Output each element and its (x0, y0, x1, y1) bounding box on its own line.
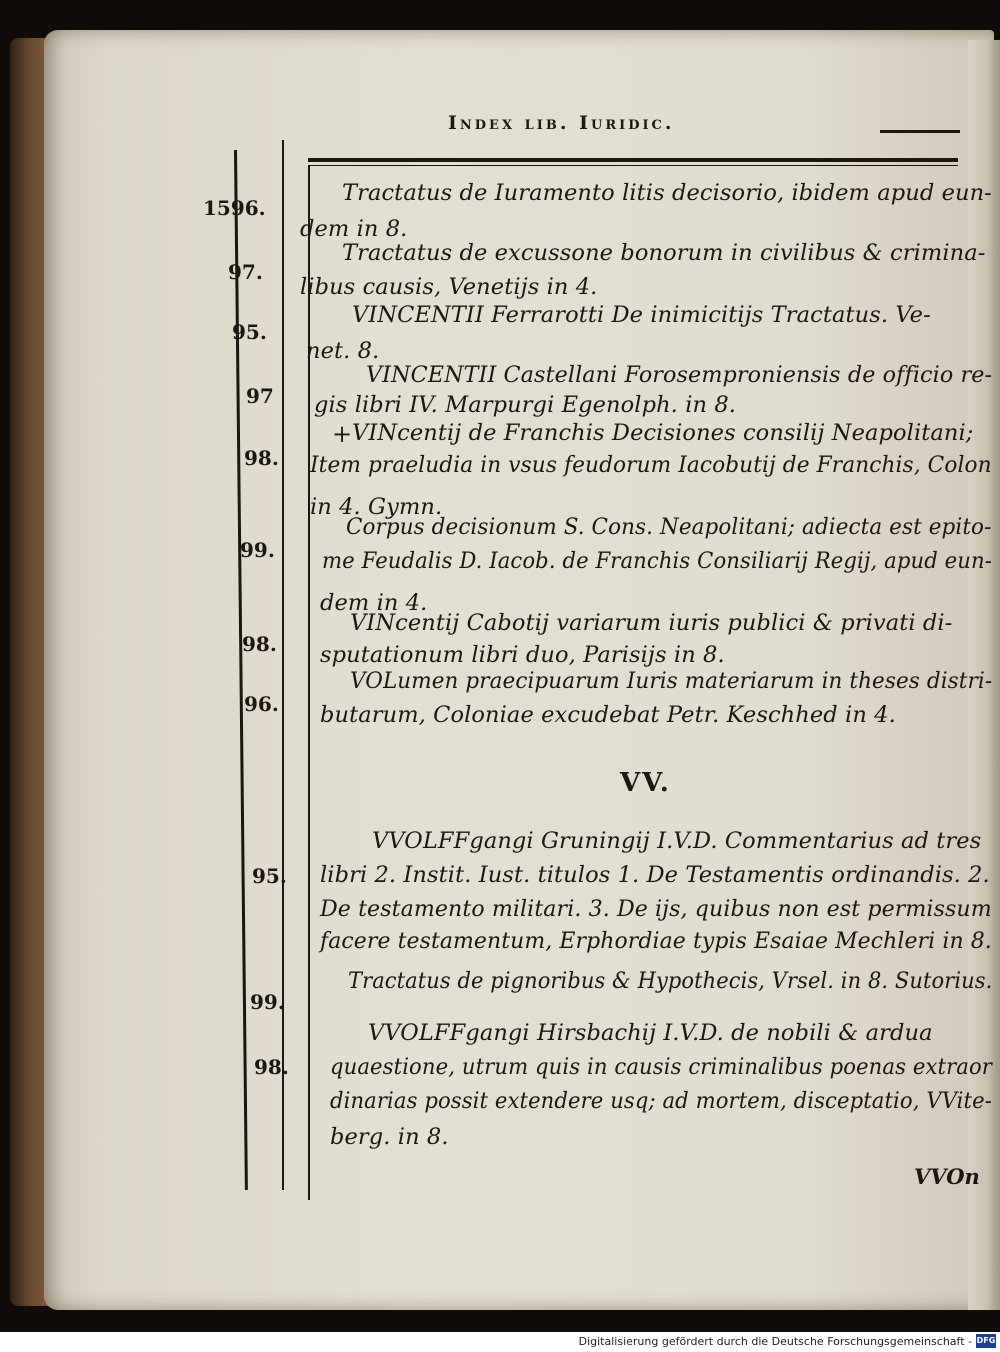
text-line: VVOLFFgangi Hirsbachij I.V.D. de nobili & ardua (368, 1020, 933, 1046)
margin-mark: + (332, 420, 353, 448)
text-line: berg. in 8. (330, 1124, 449, 1150)
text-line: dinarias possit extendere usq; ad mortem, disceptatio, VVite- (330, 1088, 992, 1114)
header-rule (880, 130, 960, 133)
margin-rule-right (282, 140, 284, 1190)
text-line: VINCENTII Castellani Forosemproniensis de officio re- (366, 362, 993, 388)
text-line: VINCENTII Ferrarotti De inimicitijs Tractatus. Ve- (352, 302, 931, 328)
text-line: sputationum libri duo, Parisijs in 8. (320, 642, 725, 668)
year-note: 98. (244, 446, 279, 470)
running-title: Index lib. Iuridic. (448, 112, 675, 134)
text-line: libus causis, Venetijs in 4. (300, 274, 598, 300)
year-note: 96. (244, 692, 279, 716)
text-column-rule (308, 165, 310, 1200)
text-line: dem in 8. (300, 216, 408, 242)
year-note: 99. (250, 990, 285, 1014)
year-note: 99. (240, 538, 275, 562)
text-line: Tractatus de excussone bonorum in civilibus & crimina- (342, 240, 986, 266)
text-line: quaestione, utrum quis in causis criminalibus poenas extraor (330, 1054, 993, 1080)
text-line: facere testamentum, Erphordiae typis Esaiae Mechleri in 8. (320, 928, 992, 954)
year-note: 95. (252, 864, 287, 888)
text-line: net. 8. (306, 338, 380, 364)
text-line: Item praeludia in vsus feudorum Iacobutij de Franchis, Colon (310, 452, 992, 478)
year-note: 98. (254, 1055, 289, 1079)
text-line: De testamento militari. 3. De ijs, quibus non est permissum (320, 896, 992, 922)
text-line: in 4. Gymn. (310, 494, 443, 520)
year-note: 97. (228, 260, 263, 284)
text-line: VINcentij Cabotij variarum iuris publici & privati di- (350, 610, 953, 636)
text-line: gis libri IV. Marpurgi Egenolph. in 8. (314, 392, 736, 418)
text-line: libri 2. Instit. Iust. titulos 1. De Testamentis ordinandis. 2. (320, 862, 990, 888)
text-line: Tractatus de pignoribus & Hypothecis, Vrsel. in 8. Sutorius. (348, 968, 993, 994)
text-line: me Feudalis D. Iacob. de Franchis Consiliarij Regij, apud eun- (322, 548, 992, 574)
text-line: Corpus decisionum S. Cons. Neapolitani; adiecta est epito- (346, 514, 992, 540)
year-note: 95. (232, 320, 267, 344)
text-line: VOLumen praecipuarum Iuris materiarum in theses distri- (350, 668, 993, 694)
text-top-rule (308, 158, 958, 162)
text-line: Tractatus de Iuramento litis decisorio, ibidem apud eun- (342, 180, 992, 206)
dfg-logo-icon: DFG (976, 1334, 996, 1348)
footer-credit: Digitalisierung gefördert durch die Deutsche Forschungsgemeinschaft - (578, 1335, 972, 1348)
footer-bar (0, 1332, 1000, 1352)
text-line: dem in 4. (320, 590, 428, 616)
section-heading: VV. (620, 768, 671, 798)
text-line: butarum, Coloniae excudebat Petr. Keschhed in 4. (320, 702, 896, 728)
text-line: VINcentij de Franchis Decisiones consilij Neapolitani; (352, 420, 974, 446)
catchword: VVOn (914, 1164, 980, 1189)
text-top-rule-thin (308, 165, 958, 166)
year-note: 1596. (203, 196, 266, 220)
year-note: 97 (246, 384, 274, 408)
text-line: VVOLFFgangi Gruningij I.V.D. Commentarius ad tres (372, 828, 982, 854)
year-note: 98. (242, 632, 277, 656)
